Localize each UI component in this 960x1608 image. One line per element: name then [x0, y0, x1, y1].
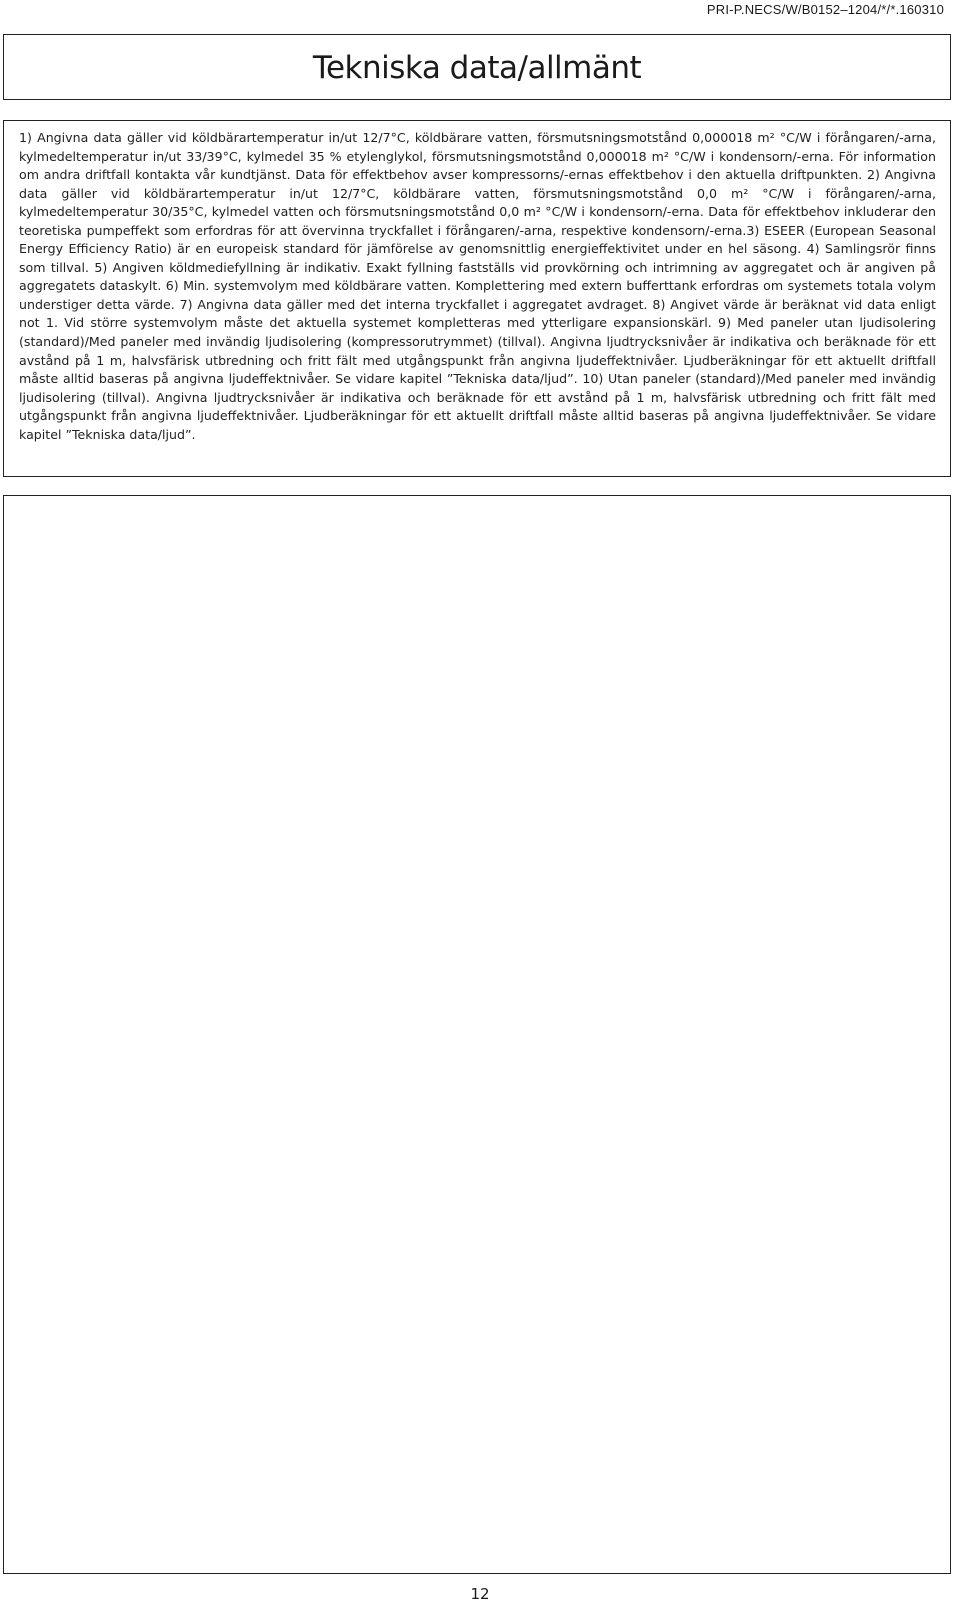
empty-content-box [3, 495, 951, 1574]
footnotes-box [3, 120, 951, 477]
title-box [3, 34, 951, 100]
document-code: PRI-P.NECS/W/B0152–1204/*/*.160310 [706, 2, 944, 17]
page-title: Tekniska data/allmänt [312, 50, 642, 86]
footnotes-text: 1) Angivna data gäller vid köldbärartemperatur in/ut 12/7°C, köldbärare vatten, försmutsningsmotstånd 0,000018 m² °C/W i förångaren/-arna, kylmedeltemperatur in/ut 33/39°C, kylmedel 35 % etylenglykol, försmutsningsmotstånd 0,000018 m² °C/W i kondensorn/-erna. För information om andra driftfall kontakta vår kundtjänst. Data för effektbehov avser kompressorns/-ernas effektbehov i den aktuella driftpunkten. 2) Angivna data gäller vid köldbärartemperatur in/ut 12/7°C, köldbärare vatten, försmutsningsmotstånd 0,0 m² °C/W i förångaren/-arna, kylmedeltemperatur 30/35°C, kylmedel vatten och försmutsningsmotstånd 0,0 m² °C/W i kondensorn/-erna. Data för effektbehov inkluderar den teoretiska pumpeffekt som erfordras för att övervinna tryckfallet i förångaren/-arna, respektive kondensorn/-erna.3) ESEER (European Seasonal Energy Efficiency Ratio) är en europeisk standard för jämförelse av genomsnittlig energieffektivitet under en hel säsong. 4) Samlingsrör finns som tillval. 5) Angiven köldmediefyllning är indikativ. Exakt fyllning fastställs vid provkörning och intrimning av aggregatet och är angiven på aggregatets dataskylt. 6) Min. systemvolym med köldbärare vatten. Komplettering med extern bufferttank erfordras om systemets totala volym understiger detta värde. 7) Angivna data gäller med det interna tryckfallet i aggregatet avdraget. 8) Angivet värde är beräknat vid data enligt not 1. Vid större systemvolym måste det aktuella systemet kompletteras med ytterligare expansionskärl. 9) Med paneler utan ljudisolering (standard)/Med paneler med invändig ljudisolering (kompressorutrymmet) (tillval). Angivna ljudtrycksnivåer är indikativa och beräknade för ett avstånd på 1 m, halvsfärisk utbredning och fritt fält med utgångspunkt från angivna ljudeffektnivåer. Ljudberäkningar för ett aktuellt driftfall måste alltid baseras på angivna ljudeffektnivåer. Se vidare kapitel ”Tekniska data/ljud”. 10) Utan paneler (standard)/Med paneler med invändig ljudisolering (tillval). Angivna ljudtrycksnivåer är indikativa och beräknade för ett avstånd på 1 m, halvsfärisk utbredning och fritt fält med utgångspunkt från angivna ljudeffektnivåer. Ljudberäkningar för ett aktuellt driftfall måste alltid baseras på angivna ljudeffektnivåer. Se vidare kapitel ”Tekniska data/ljud”. [19, 130, 936, 442]
page-number: 12 [470, 1585, 490, 1603]
